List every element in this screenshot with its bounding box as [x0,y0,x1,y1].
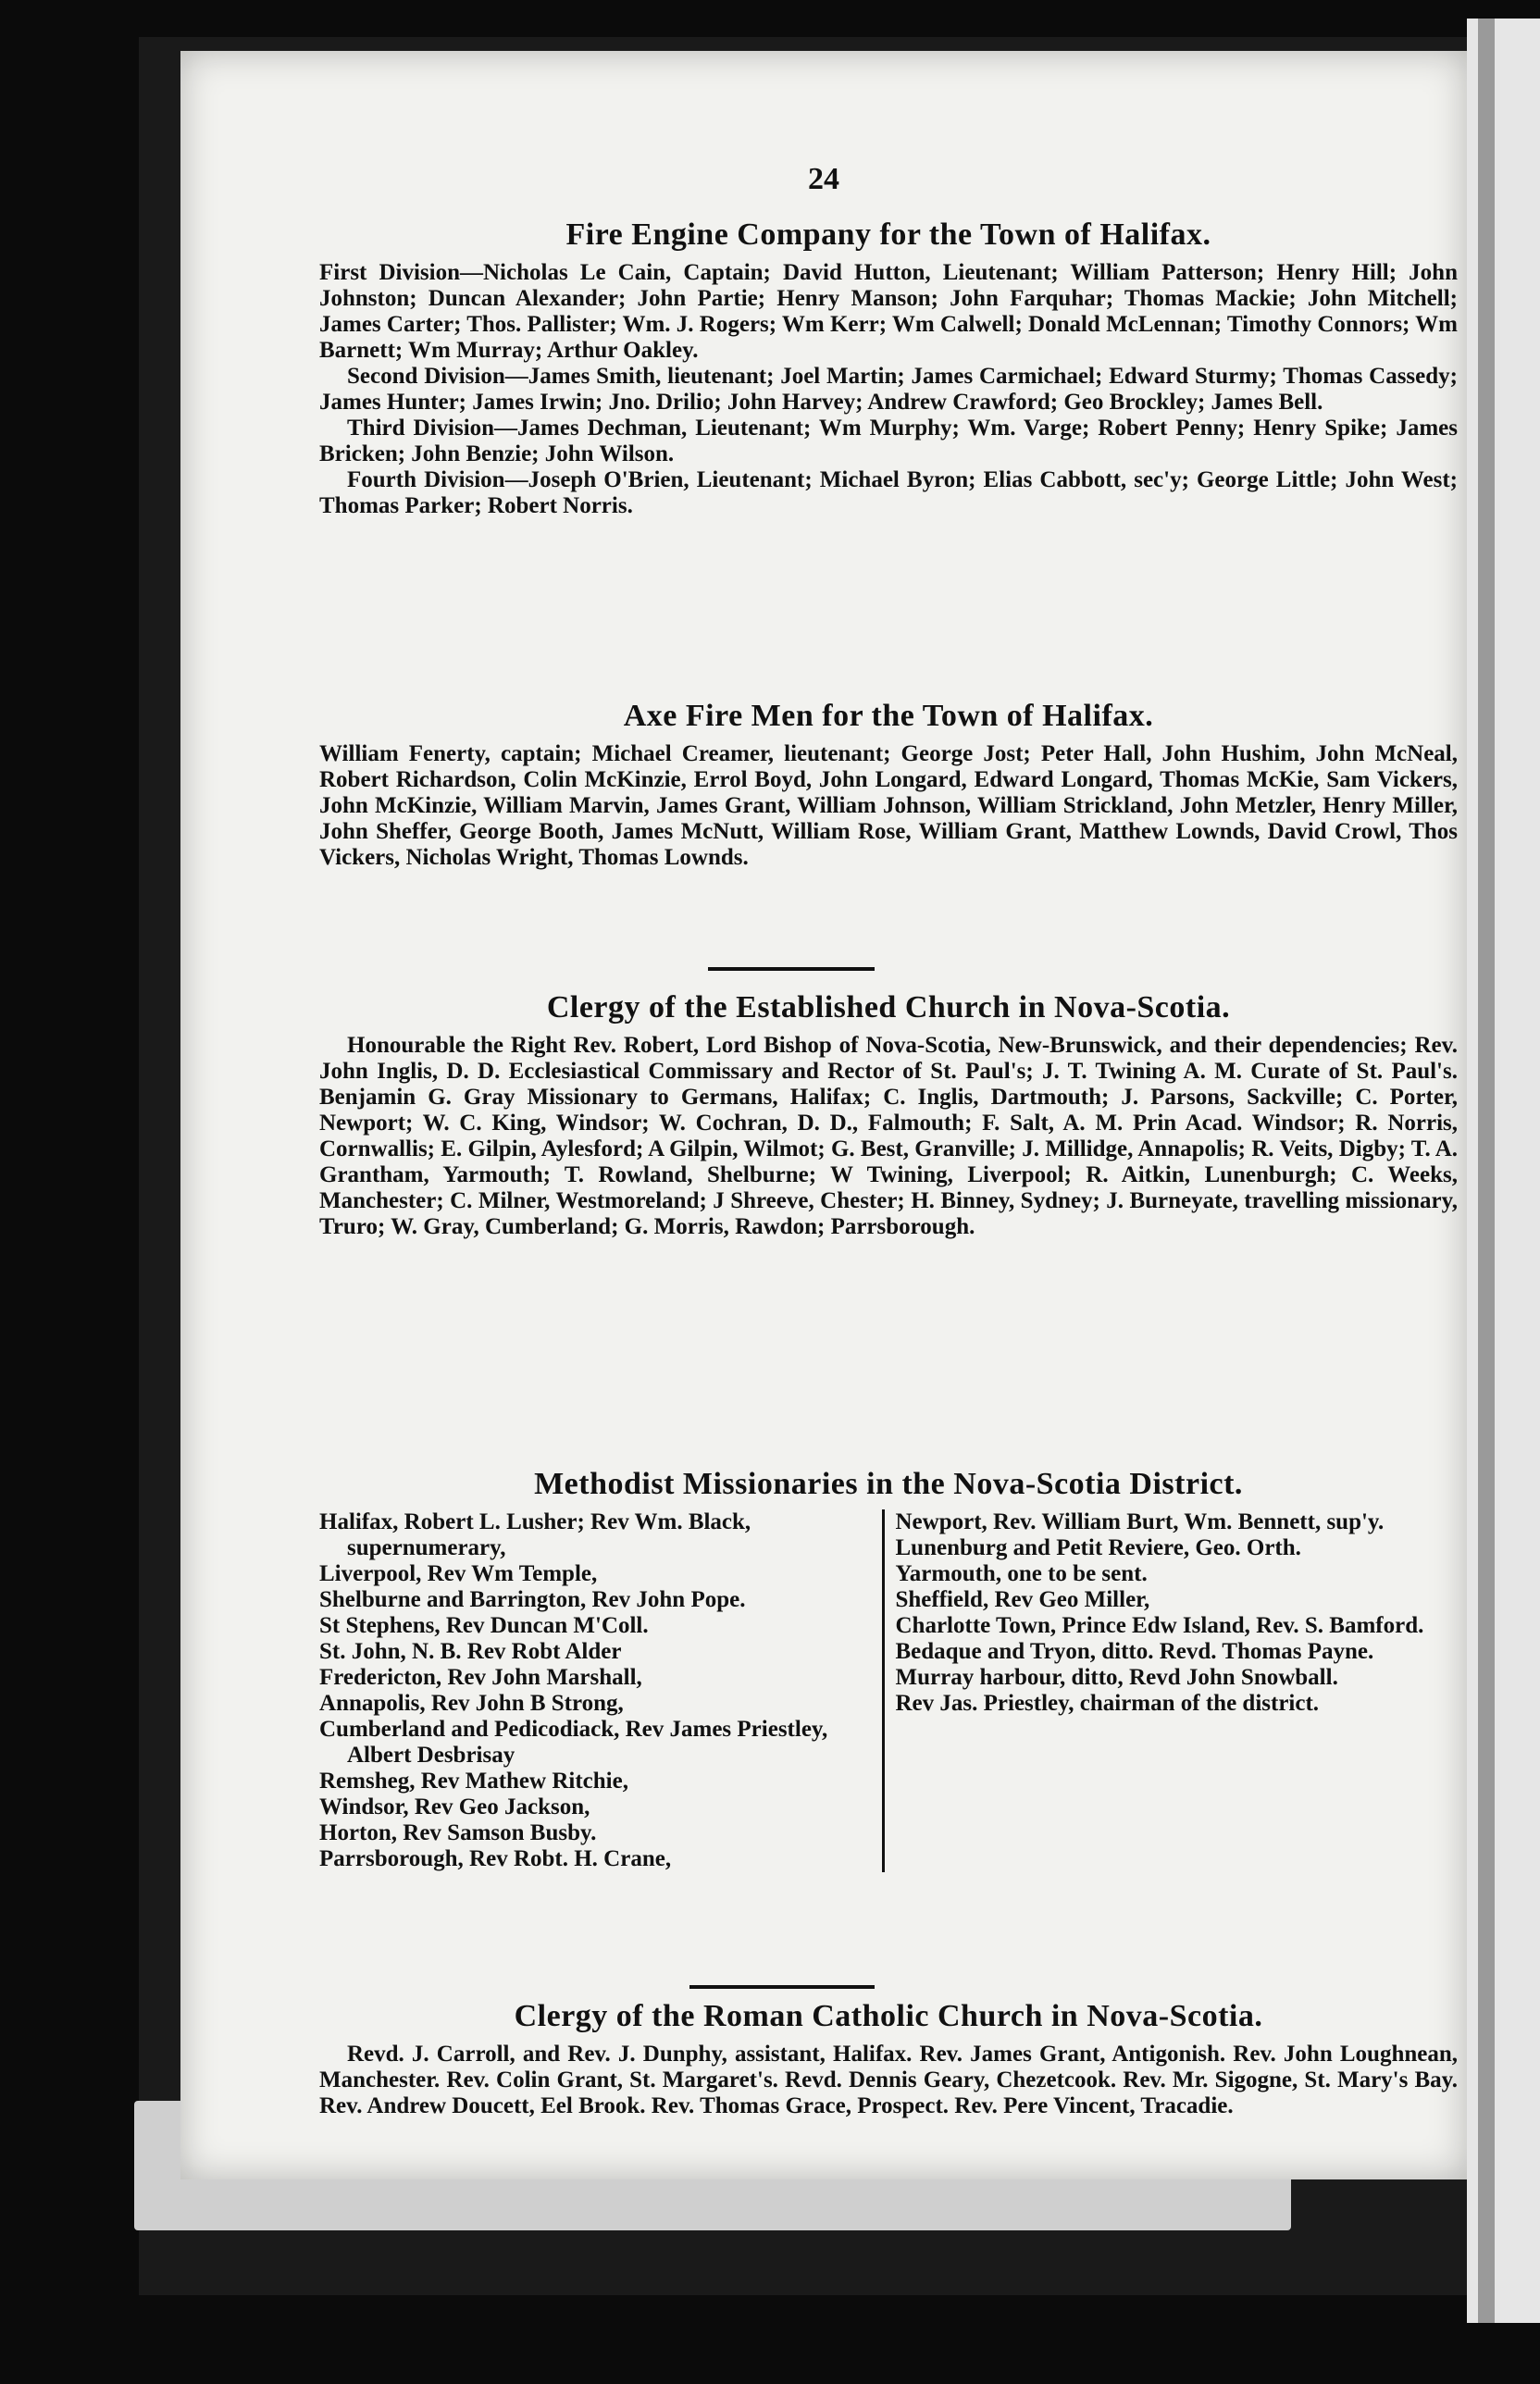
methodist-entry: Parrsborough, Rev Robt. H. Crane, [319,1846,672,1871]
page-fold [1478,19,1495,2323]
established-church-section [319,990,1458,1240]
methodist-entry: Yarmouth, one to be sent. [895,1561,1148,1586]
methodist-entry: Bedaque and Tryon, ditto. Revd. Thomas Payne. [895,1639,1374,1664]
page-number: 24 [808,162,839,196]
methodist-entry: St Stephens, Rev Duncan M'Coll. [319,1613,649,1638]
methodist-columns [319,1509,1458,1872]
methodist-entry: Horton, Rev Samson Busby. [319,1820,597,1845]
methodist-entry: Fredericton, Rev John Marshall, [319,1665,642,1690]
methodist-left-column [319,1509,885,1872]
methodist-section [319,1467,1458,1872]
methodist-entry: Shelburne and Barrington, Rev John Pope. [319,1587,746,1612]
fire-engine-fourth-division: Fourth Division—Joseph O'Brien, Lieutenant; Michael Byron; Elias Cabbott, sec'y; George Little; John West; Thomas Parker; Robert Norris. [319,467,1458,518]
axe-fire-men-section [319,699,1458,871]
catholic-heading: Clergy of the Roman Catholic Church in Nova-Scotia. [514,1999,1263,2033]
section-divider-2 [689,1985,875,1989]
catholic-text: Revd. J. Carroll, and Rev. J. Dunphy, assistant, Halifax. Rev. James Grant, Antigonish. Rev. John Loughnean, Manchester. Rev. Colin Grant, St. Margaret's. Revd. Dennis Geary, Chezetcook. Rev. Mr. Sigogne, St. Mary's Bay. Rev. Andrew Doucett, Eel Brook. Rev. Thomas Grace, Prospect. Rev. Pere Vincent, Tracadie. [319,2042,1458,2118]
catholic-section [319,1999,1458,2119]
methodist-entry: Murray harbour, ditto, Revd John Snowball. [895,1665,1338,1690]
methodist-entry: Newport, Rev. William Burt, Wm. Bennett, sup'y. [895,1509,1385,1534]
established-church-text: Honourable the Right Rev. Robert, Lord Bishop of Nova-Scotia, New-Brunswick, and their dependencies; Rev. John Inglis, D. D. Ecclesiastical Commissary and Rector of St. Paul's; J. T. Twining A. M. Curate of St. Paul's. Benjamin G. Gray Missionary to Germans, Halifax; C. Inglis, Dartmouth; J. Parsons, Sackville; C. Porter, Newport; W. C. King, Windsor; W. Cochran, D. D., Falmouth; F. Salt, A. M. Prin Acad. Windsor; R. Norris, Cornwallis; E. Gilpin, Aylesford; A Gilpin, Wilmot; G. Best, Granville; J. Millidge, Annapolis; R. Veits, Digby; T. A. Grantham, Yarmouth; T. Rowland, Shelburne; W Twining, Liverpool; R. Aitkin, Lunenburgh; C. Weeks, Manchester; C. Milner, Westmoreland; J Shreeve, Chester; H. Binney, Sydney; J. Burneyate, travelling missionary, Truro; W. Gray, Cumberland; G. Morris, Rawdon; Parrsborough. [319,1033,1458,1239]
methodist-entry: Sheffield, Rev Geo Miller, [895,1587,1150,1612]
document-page [180,51,1467,2179]
methodist-entry: Rev Jas. Priestley, chairman of the district. [895,1691,1320,1716]
methodist-entry: Cumberland and Pedicodiack, Rev James Priestley, Albert Desbrisay [319,1717,828,1768]
fire-engine-second-division: Second Division—James Smith, lieutenant; Joel Martin; James Carmichael; Edward Sturmy; Thomas Cassedy; James Hunter; James Irwin; Jno. Drilio; John Harvey; Andrew Crawford; Geo Brockley; James Bell. [319,364,1458,415]
methodist-entry: Windsor, Rev Geo Jackson, [319,1794,590,1819]
fire-engine-first-division: First Division—Nicholas Le Cain, Captain; David Hutton, Lieutenant; William Patterson; Henry Hill; John Johnston; Duncan Alexander; John Partie; Henry Manson; John Farquhar; Thomas Mackie; John Mitchell; James Carter; Thos. Pallister; Wm. J. Rogers; Wm Kerr; Wm Calwell; Donald McLennan; Timothy Connors; Wm Barnett; Wm Murray; Arthur Oakley. [319,260,1458,363]
methodist-entry: St. John, N. B. Rev Robt Alder [319,1639,622,1664]
methodist-heading: Methodist Missionaries in the Nova-Scotia District. [534,1467,1243,1501]
methodist-entry: Lunenburg and Petit Reviere, Geo. Orth. [895,1535,1301,1560]
fire-engine-third-division: Third Division—James Dechman, Lieutenant; Wm Murphy; Wm. Varge; Robert Penny; Henry Spike; James Bricken; John Benzie; John Wilson. [319,416,1458,466]
methodist-right-column [885,1509,1459,1872]
methodist-entry: Liverpool, Rev Wm Temple, [319,1561,598,1586]
adjacent-page [1467,19,1540,2323]
methodist-entry: Charlotte Town, Prince Edw Island, Rev. S. Bamford. [895,1613,1424,1638]
axe-fire-men-heading: Axe Fire Men for the Town of Halifax. [623,699,1154,733]
section-divider [708,967,875,971]
fire-engine-heading: Fire Engine Company for the Town of Halifax. [565,217,1211,252]
methodist-entry: Remsheg, Rev Mathew Ritchie, [319,1769,628,1794]
methodist-entry: Halifax, Robert L. Lusher; Rev Wm. Black, supernumerary, [319,1509,751,1560]
fire-engine-section [319,217,1458,519]
axe-fire-men-text: William Fenerty, captain; Michael Creamer, lieutenant; George Jost; Peter Hall, John Hushim, John McNeal, Robert Richardson, Colin McKinzie, Errol Boyd, John Longard, Edward Longard, Thomas McKie, Sam Vickers, John McKinzie, William Marvin, James Grant, William Johnson, William Strickland, John Metzler, Henry Miller, John Sheffer, George Booth, James McNutt, William Rose, William Grant, Matthew Lownds, David Crowl, Thos Vickers, Nicholas Wright, Thomas Lownds. [319,741,1458,870]
methodist-entry: Annapolis, Rev John B Strong, [319,1691,624,1716]
established-church-heading: Clergy of the Established Church in Nova-Scotia. [546,990,1231,1024]
